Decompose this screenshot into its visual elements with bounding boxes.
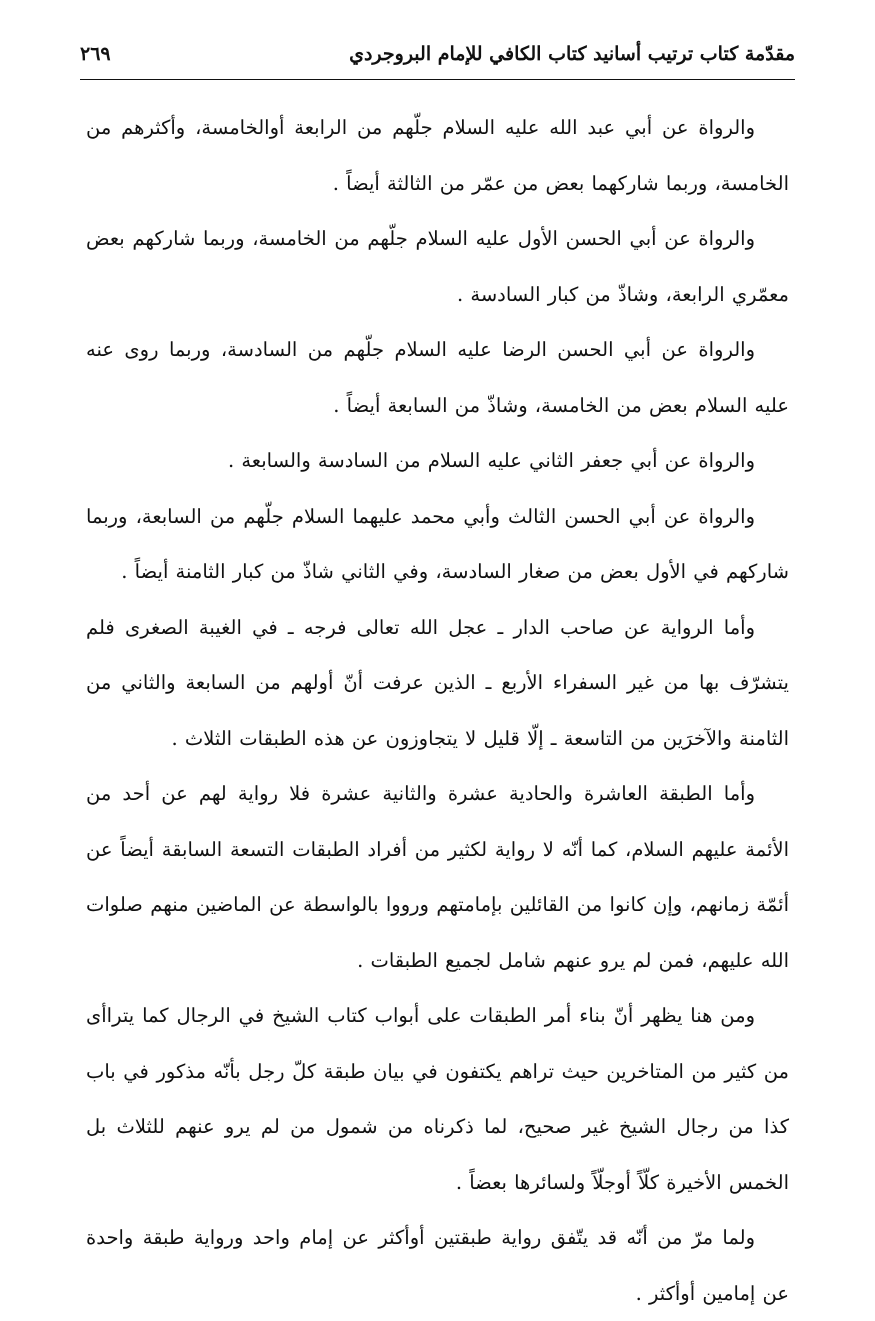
paragraph: والرواة عن أبي عبد الله عليه السلام جلّهم من الرابعة أوالخامسة، وأكثرهم من الخامسة، وربما شاركهما بعض من عمّر من الثالثة أيضاً . [86, 116, 789, 195]
page-header [80, 34, 795, 74]
page-number: ٢٦٩ [80, 43, 111, 65]
paragraph: وأما الطبقة العاشرة والحادية عشرة والثانية عشرة فلا رواية لهم عن أحد من الأئمة عليهم السلام، كما أنّه لا رواية لكثير من أفراد الطبقات التسعة السابقة أيضاً عن أئمّة زمانهم، وإن كانوا من القائلين بإمامتهم ورووا بالواسطة عن الماضين منهم صلوات الله عليهم، فمن لم يرو عنهم شامل لجميع الطبقات . [86, 782, 789, 972]
paragraph: والرواة عن أبي الحسن الرضا عليه السلام جلّهم من السادسة، وربما روى عنه عليه السلام بعض من الخامسة، وشاذّ من السابعة أيضاً . [86, 338, 789, 417]
paragraph: ومن هنا يظهر أنّ بناء أمر الطبقات على أبواب كتاب الشيخ في الرجال كما يتراأى من كثير من المتاخرين حيث تراهم يكتفون في بيان طبقة كلّ رجل بأنّه مذكور في باب كذا من رجال الشيخ غير صحيح، لما ذكرناه من شمول من لم يرو عنهم للثلاث بل الخمس الأخيرة كلّاً أوجلّاً ولسائرها بعضاً . [86, 1004, 789, 1194]
paragraph: وأما الرواية عن صاحب الدار ـ عجل الله تعالى فرجه ـ في الغيبة الصغرى فلم يتشرّف بها من غير السفراء الأربع ـ الذين عرفت أنّ أولهم من السابعة والثاني من الثامنة والآخرَين من التاسعة ـ إلّا قليل لا يتجاوزون عن هذه الطبقات الثلاث . [86, 615, 789, 750]
header-rule [80, 79, 795, 80]
paragraph: ولما مرّ من أنّه قد يتّفق رواية طبقتين أوأكثر عن إمام واحد ورواية طبقة واحدة عن إمامين أوأكثر . [86, 1226, 789, 1305]
paragraph: والرواة عن أبي الحسن الثالث وأبي محمد عليهما السلام جلّهم من السابعة، وربما شاركهم في الأول بعض من صغار السادسة، وفي الثاني شاذّ من كبار الثامنة أيضاً . [86, 504, 789, 583]
paragraph: والرواة عن أبي جعفر الثاني عليه السلام من السادسة والسابعة . [227, 449, 755, 472]
running-title: مقدّمة كتاب ترتيب أسانيد كتاب الكافي للإمام البروجردي [349, 43, 795, 65]
body-text [86, 100, 789, 1321]
paragraph: والرواة عن أبي الحسن الأول عليه السلام جلّهم من الخامسة، وربما شاركهم بعض معمّري الرابعة، وشاذّ من كبار السادسة . [86, 227, 789, 306]
